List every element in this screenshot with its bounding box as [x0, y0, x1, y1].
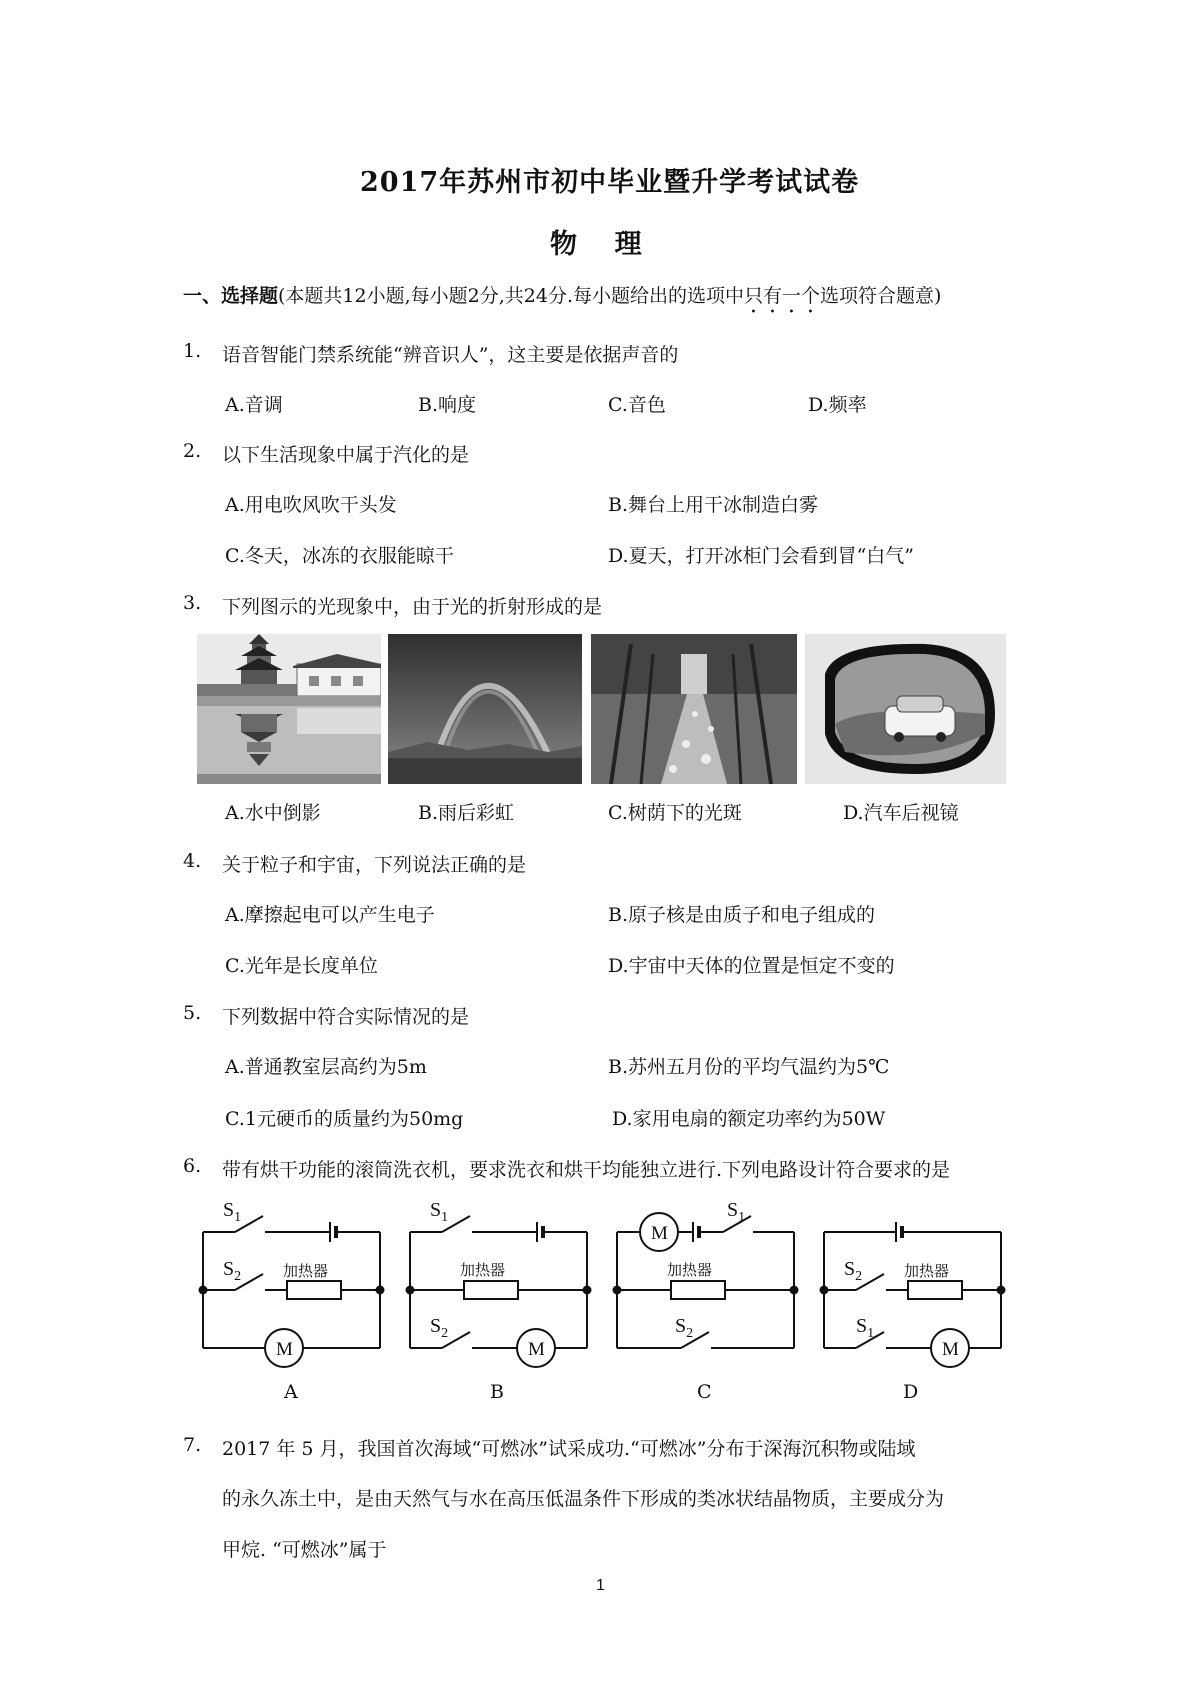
section-header — [183, 281, 941, 318]
circuit-label-s2: $S_2$ — [223, 1258, 242, 1284]
section-label: 一、选择题 — [183, 285, 279, 307]
circuit-label-s1: $S_1$ — [727, 1199, 746, 1225]
circuit-label-s2: $S_2$ — [844, 1258, 863, 1284]
photo-rear-view-mirror — [805, 634, 1006, 784]
option-d: D.夏天，打开冰柜门会看到冒“白气” — [608, 545, 915, 567]
option-b: B.苏州五月份的平均气温约为5℃ — [608, 1056, 890, 1078]
question-stem: 以下生活现象中属于汽化的是 — [222, 444, 470, 466]
question-number: 4. — [183, 850, 202, 872]
option-b: B.原子核是由质子和电子组成的 — [608, 904, 876, 926]
motor-symbol: M — [942, 1339, 959, 1360]
circuit-label-heater: 加热器 — [667, 1263, 713, 1279]
circuit-label-c: C — [697, 1381, 712, 1403]
option-b: B.响度 — [418, 394, 477, 416]
motor-symbol: M — [528, 1339, 545, 1360]
option-a: A.水中倒影 — [225, 802, 321, 824]
question-stem-line: 甲烷. “可燃冰”属于 — [222, 1539, 387, 1561]
option-d: D.宇宙中天体的位置是恒定不变的 — [608, 955, 895, 977]
option-d: D.汽车后视镜 — [843, 802, 959, 824]
option-d: D.频率 — [808, 394, 867, 416]
question-stem-line: 的永久冻土中，是由天然气与水在高压低温条件下形成的类冰状结晶物质，主要成分为 — [222, 1488, 945, 1510]
option-c: C.1元硬币的质量约为50mg — [225, 1108, 464, 1130]
question-number: 7. — [183, 1434, 202, 1456]
question-number: 2. — [183, 440, 202, 462]
question-stem: 下列图示的光现象中，由于光的折射形成的是 — [222, 596, 603, 618]
exam-title: 2017年苏州市初中毕业暨升学考试试卷 — [360, 167, 860, 198]
circuit-label-heater: 加热器 — [283, 1264, 329, 1280]
circuit-diagram-b — [402, 1198, 597, 1372]
circuit-label-b: B — [490, 1381, 504, 1403]
question-stem: 关于粒子和宇宙，下列说法正确的是 — [222, 854, 527, 876]
circuit-diagram-a — [195, 1198, 390, 1372]
section-desc-before: (本题共12小题,每小题2分,共24分.每小题给出的选项中 — [278, 285, 744, 307]
option-a: A.音调 — [225, 394, 283, 416]
motor-symbol: M — [276, 1339, 293, 1360]
section-desc-emphasis: 只有一个 — [744, 285, 821, 307]
question-number: 3. — [183, 592, 202, 614]
circuit-label-heater: 加热器 — [460, 1263, 506, 1279]
section-desc-after: 选项符合题意) — [820, 285, 942, 307]
circuit-label-d: D — [903, 1381, 919, 1403]
photo-tree-shade — [591, 634, 797, 784]
circuit-diagram-d — [816, 1198, 1011, 1372]
question-stem: 下列数据中符合实际情况的是 — [222, 1006, 470, 1028]
option-d: D.家用电扇的额定功率约为50W — [612, 1108, 886, 1130]
option-c: C.树荫下的光斑 — [608, 802, 742, 824]
subject-title: 物 理 — [550, 229, 642, 260]
option-b: B.雨后彩虹 — [418, 802, 515, 824]
option-a: A.用电吹风吹干头发 — [225, 494, 397, 516]
circuit-label-s2: $S_2$ — [430, 1315, 449, 1341]
option-b: B.舞台上用干冰制造白雾 — [608, 494, 819, 516]
circuit-label-s1: $S_1$ — [430, 1199, 449, 1225]
circuit-diagram-c — [609, 1198, 804, 1372]
circuit-label-heater: 加热器 — [904, 1264, 950, 1280]
circuit-label-s1: $S_1$ — [223, 1199, 242, 1225]
option-c: C.音色 — [608, 394, 666, 416]
question-number: 5. — [183, 1002, 202, 1024]
question-stem: 带有烘干功能的滚筒洗衣机，要求洗衣和烘干均能独立进行.下列电路设计符合要求的是 — [222, 1159, 951, 1181]
circuit-label-s2: $S_2$ — [675, 1315, 694, 1341]
question-stem: 语音智能门禁系统能“辨音识人”，这主要是依据声音的 — [222, 344, 679, 366]
question-number: 6. — [183, 1155, 202, 1177]
option-a: A.普通教室层高约为5m — [225, 1056, 427, 1078]
option-a: A.摩擦起电可以产生电子 — [225, 904, 435, 926]
option-c: C.冬天，冰冻的衣服能晾干 — [225, 545, 454, 567]
circuit-label-a: A — [284, 1381, 298, 1403]
motor-symbol: M — [651, 1223, 668, 1244]
circuit-label-s1: $S_1$ — [856, 1315, 875, 1341]
question-number: 1. — [183, 340, 202, 362]
option-c: C.光年是长度单位 — [225, 955, 378, 977]
page-number: 1 — [596, 1577, 605, 1594]
photo-rainbow — [388, 634, 582, 784]
photo-water-reflection — [197, 634, 381, 784]
question-stem-line: 2017 年 5 月，我国首次海域“可燃冰”试采成功.“可燃冰”分布于深海沉积物或陆域 — [222, 1438, 916, 1460]
